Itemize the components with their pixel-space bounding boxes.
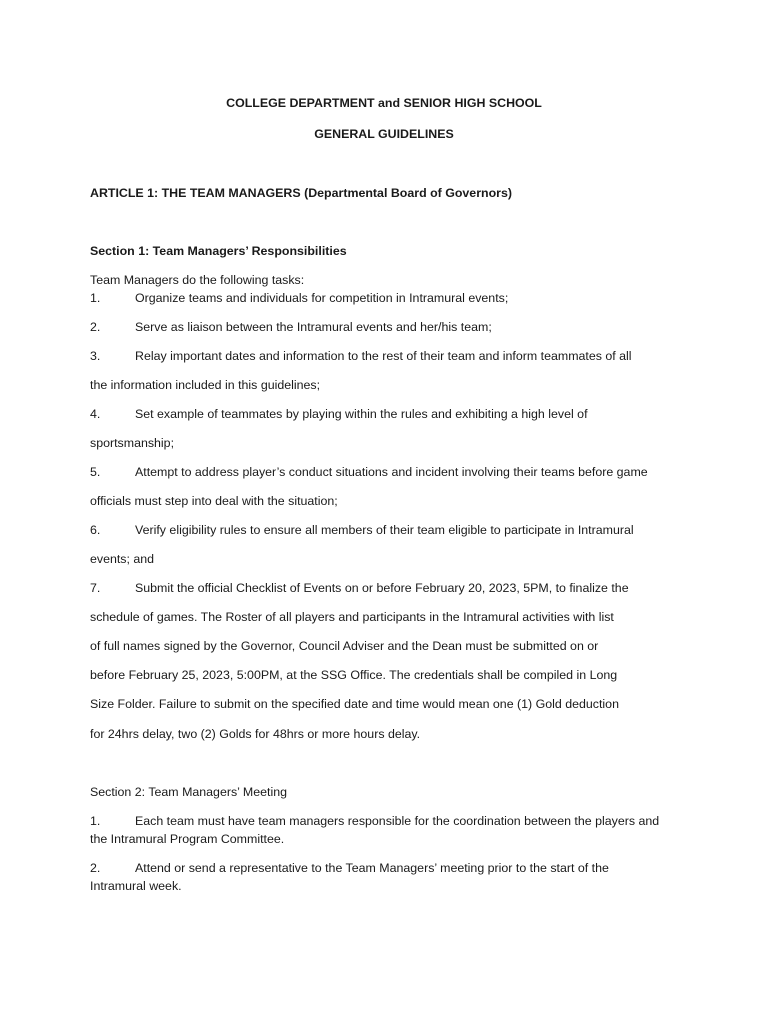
list-item <box>90 580 629 596</box>
item-number: 4. <box>90 407 101 421</box>
item-text: Set example of teammates by playing within the rules and exhibiting a high level of <box>135 407 588 421</box>
list-item-continuation: the Intramural Program Committee. <box>90 832 285 846</box>
section-1-heading: Section 1: Team Managers’ Responsibilities <box>90 244 347 258</box>
item-text: Attend or send a representative to the Team Managers’ meeting prior to the start of the <box>135 861 609 875</box>
list-item-continuation: Intramural week. <box>90 879 182 893</box>
list-item <box>90 290 508 306</box>
section-2-heading: Section 2: Team Managers’ Meeting <box>90 785 287 799</box>
article-heading: ARTICLE 1: THE TEAM MANAGERS (Departmental Board of Governors) <box>90 186 513 200</box>
list-item <box>90 406 588 422</box>
list-item-continuation: schedule of games. The Roster of all players and participants in the Intramural activities with list <box>90 610 614 624</box>
list-item <box>90 464 648 480</box>
item-text: Verify eligibility rules to ensure all members of their team eligible to participate in Intramural <box>135 523 634 537</box>
list-item-continuation: officials must step into deal with the situation; <box>90 494 338 508</box>
item-text: Submit the official Checklist of Events on or before February 20, 2023, 5PM, to finalize the <box>135 581 629 595</box>
item-number: 1. <box>90 814 101 828</box>
item-text: Each team must have team managers responsible for the coordination between the players and <box>135 814 660 828</box>
item-number: 7. <box>90 581 101 595</box>
list-item <box>90 813 659 829</box>
list-item-continuation: for 24hrs delay, two (2) Golds for 48hrs or more hours delay. <box>90 727 421 741</box>
item-text: Relay important dates and information to the rest of their team and inform teammates of all <box>135 349 632 363</box>
list-item <box>90 348 632 364</box>
item-number: 2. <box>90 320 101 334</box>
list-item <box>90 522 634 538</box>
item-number: 3. <box>90 349 101 363</box>
item-text: Serve as liaison between the Intramural events and her/his team; <box>135 320 492 334</box>
item-number: 6. <box>90 523 101 537</box>
list-item-continuation: sportsmanship; <box>90 436 175 450</box>
section-1-intro: Team Managers do the following tasks: <box>90 273 305 287</box>
list-item <box>90 319 492 335</box>
list-item <box>90 860 609 876</box>
list-item-continuation: Size Folder. Failure to submit on the specified date and time would mean one (1) Gold deduction <box>90 697 619 711</box>
document-subtitle: GENERAL GUIDELINES <box>314 127 454 141</box>
list-item-continuation: the information included in this guidelines; <box>90 378 321 392</box>
item-number: 1. <box>90 291 101 305</box>
document-title: COLLEGE DEPARTMENT and SENIOR HIGH SCHOOL <box>226 96 542 110</box>
list-item-continuation: before February 25, 2023, 5:00PM, at the SSG Office. The credentials shall be compiled in Long <box>90 668 618 682</box>
list-item-continuation: events; and <box>90 552 155 566</box>
item-text: Organize teams and individuals for competition in Intramural events; <box>135 291 509 305</box>
item-number: 2. <box>90 861 101 875</box>
list-item-continuation: of full names signed by the Governor, Council Adviser and the Dean must be submitted on or <box>90 639 599 653</box>
item-text: Attempt to address player’s conduct situations and incident involving their teams before game <box>135 465 648 479</box>
item-number: 5. <box>90 465 101 479</box>
